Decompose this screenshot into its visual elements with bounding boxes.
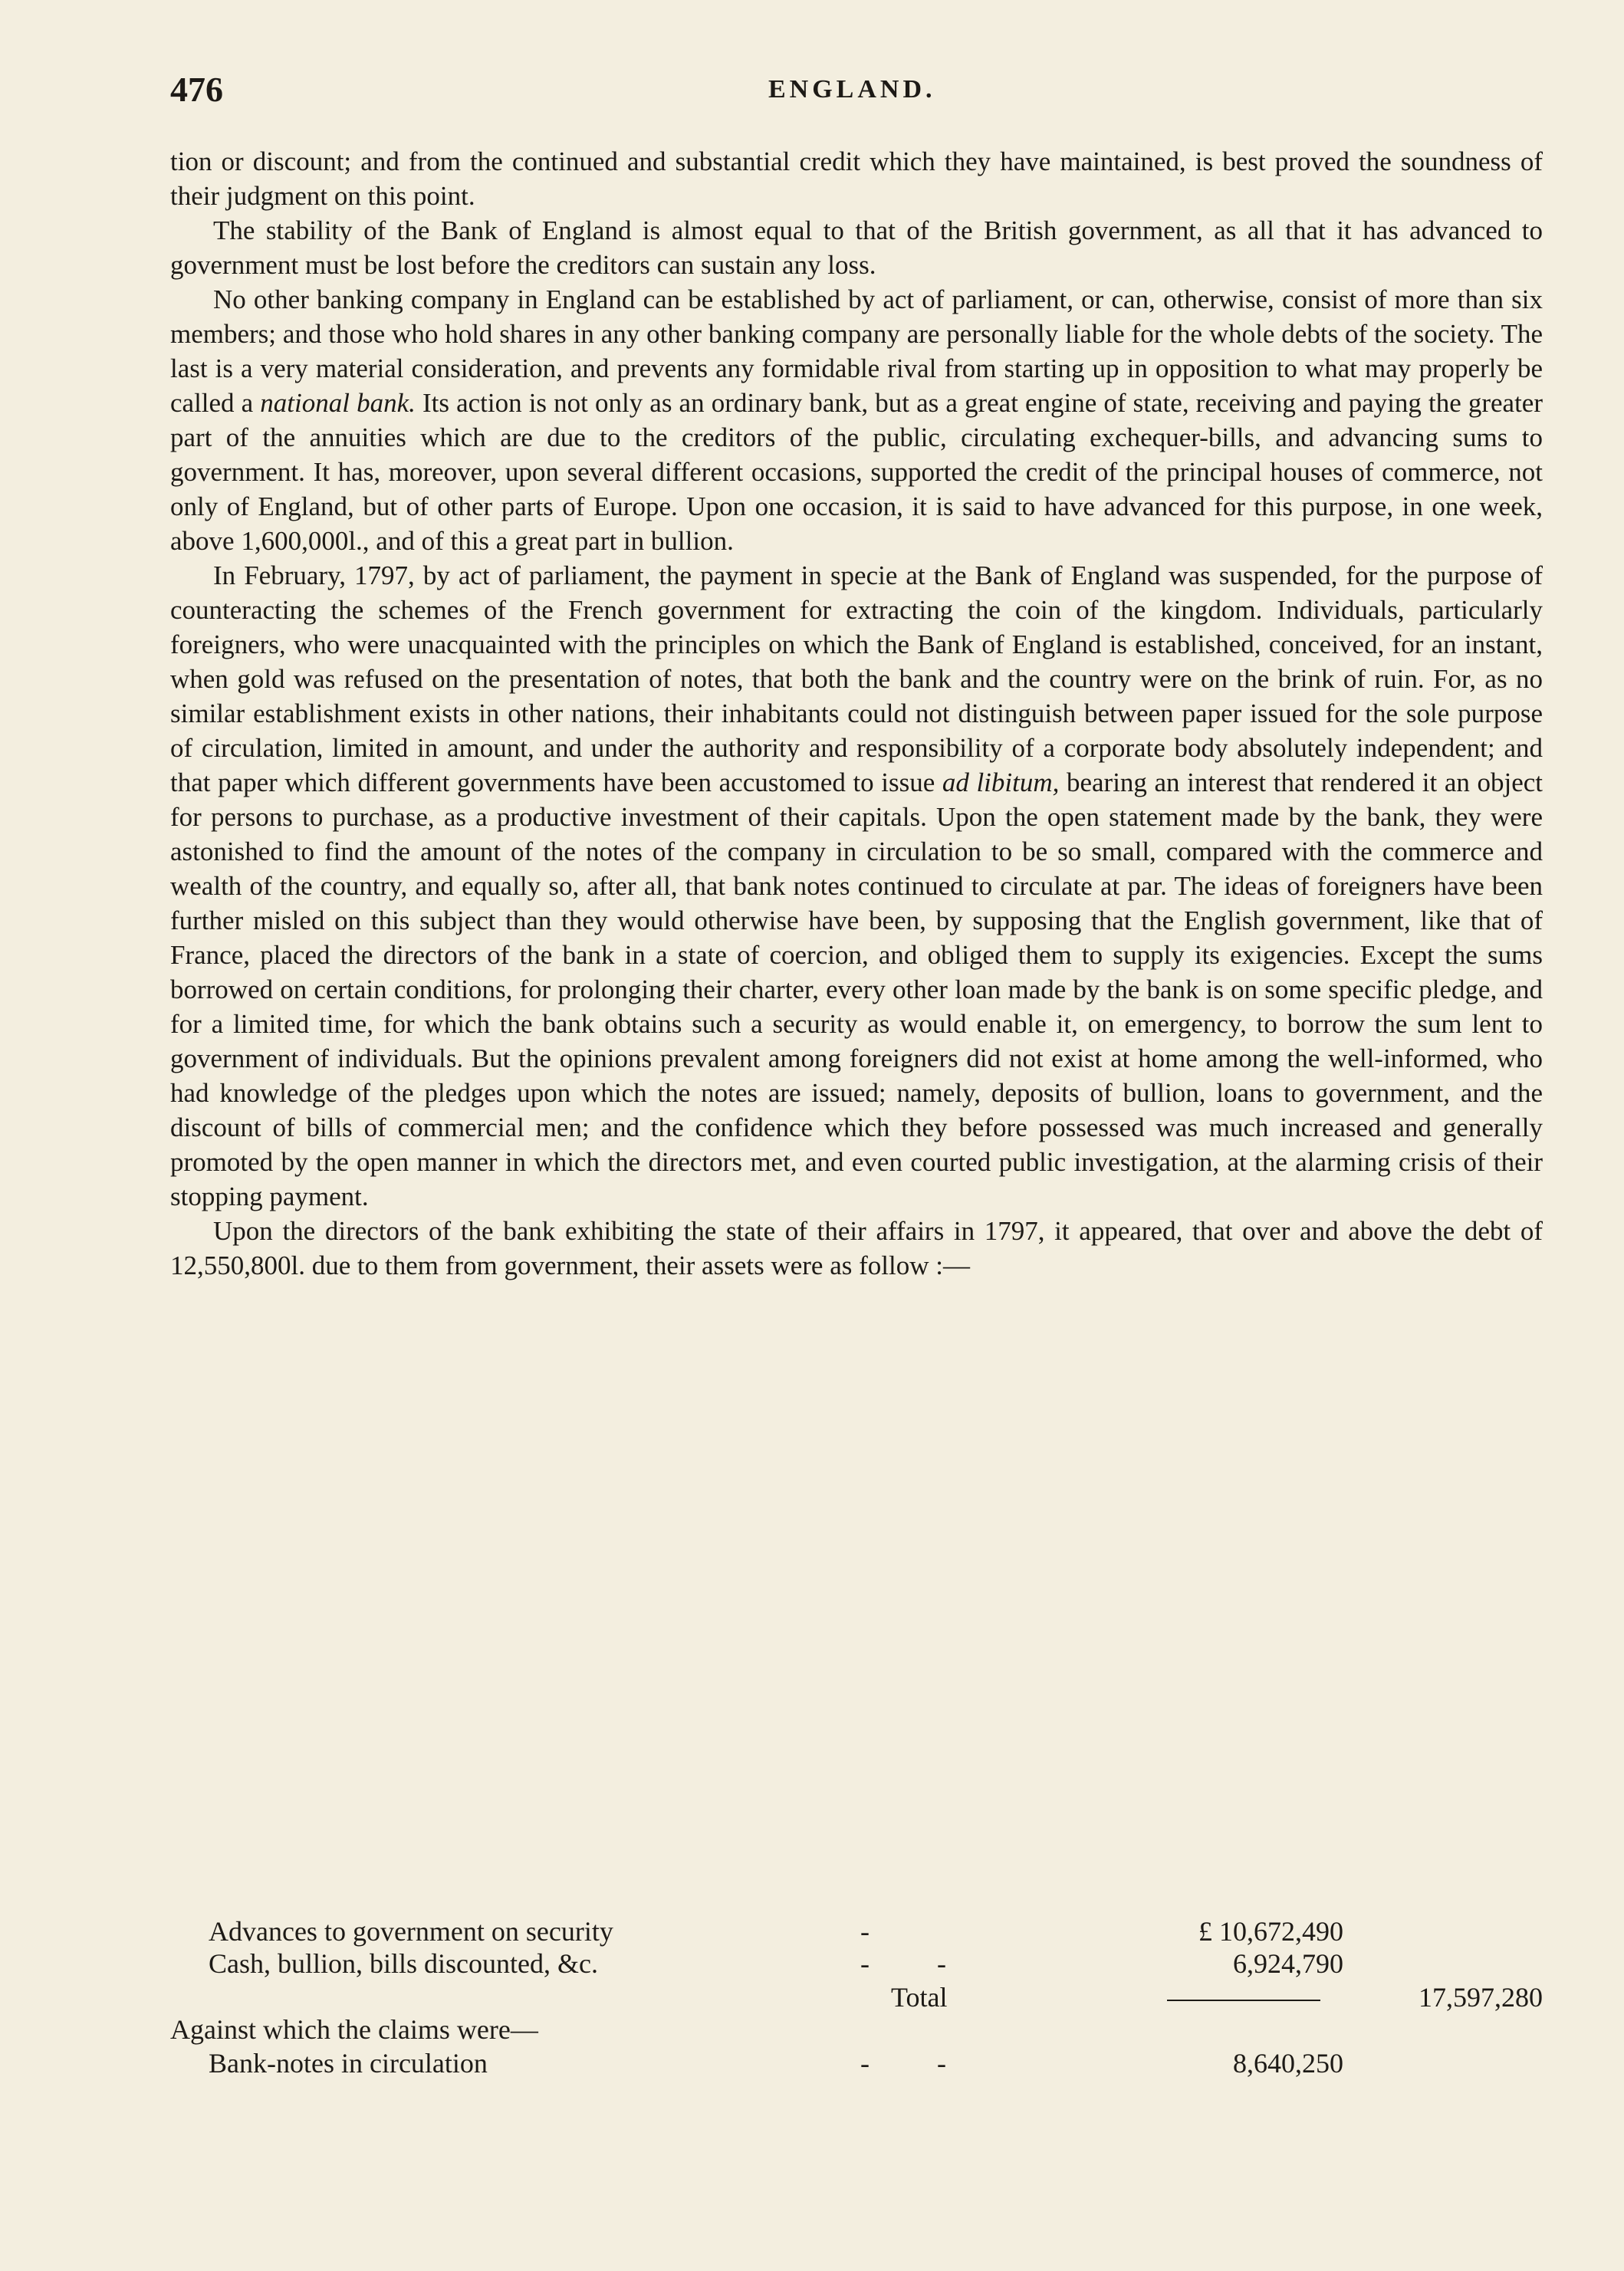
account-label: Cash, bullion, bills discounted, &c. — [209, 1948, 598, 1979]
paragraph-suspension-1797 — [170, 558, 1543, 1214]
leader-dash: - — [937, 1948, 946, 1979]
total-rule — [1167, 2000, 1320, 2001]
account-row-bank-notes — [170, 2047, 1543, 2082]
paragraph-text: bearing an interest that rendered it an object for persons to purchase, as a productive investment of their capitals. Upon the open statement made by the bank, they were astonished to find the amount of the notes of the company in circulation to be so small, compared with the commerce and wealth of the country, and equally so, after all, that bank notes continued to circulate at par. The ideas of foreigners have been further misled on this subject than they would otherwise have been, by supposing that the English government, like that of France, placed the directors of the bank in a state of coercion, and obliged them to supply its exigencies. Except the sums borrowed on certain conditions, for prolonging their charter, every other loan made by the bank is on some specific pledge, and for a limited time, for which the bank obtains such a security as would enable it, on emergency, to borrow the sum lent to government of individuals. But the opinions prevalent among foreigners did not exist at home among the well-informed, who had knowledge of the pledges upon which the notes are issued; namely, deposits of bullion, loans to government, and the discount of bills of commercial men; and the confidence which they before possessed was much increased and generally promoted by the open manner in which the directors met, and even courted public investigation, at the alarming crisis of their stopping payment. — [170, 767, 1543, 1211]
paragraph-text: tion or discount; and from the continued and substantial credit which they have maintained, is best proved the soundness of their judgment on this point. — [170, 146, 1543, 211]
account-label: Bank-notes in circulation — [209, 2048, 488, 2079]
running-title: ENGLAND. — [768, 75, 936, 104]
paragraph-discount — [170, 144, 1543, 213]
paragraph-stability — [170, 213, 1543, 282]
account-amount: 8,640,250 — [1233, 2048, 1343, 2079]
accounts-table — [170, 1915, 1543, 2099]
page-number: 476 — [170, 70, 223, 109]
leader-dash: - — [860, 1948, 870, 1979]
page-header — [170, 69, 1589, 123]
account-label: Advances to government on security — [209, 1916, 613, 1947]
account-row-claims-heading — [170, 2013, 1543, 2048]
account-amount: £ 10,672,490 — [1198, 1916, 1343, 1947]
account-row-cash — [170, 1947, 1543, 1982]
italic-phrase: national bank. — [260, 388, 416, 418]
paragraph-assets-intro — [170, 1214, 1543, 1283]
claims-label: Against which the claims were— — [170, 2014, 538, 2045]
paragraph-text: The stability of the Bank of England is almost equal to that of the British government, as all that it has advanced to government must be lost before the creditors can sustain any loss. — [170, 215, 1543, 280]
account-amount: 6,924,790 — [1233, 1948, 1343, 1979]
leader-dash: - — [937, 2048, 946, 2079]
total-amount: 17,597,280 — [1419, 1982, 1543, 2013]
account-row-advances — [170, 1915, 1543, 1950]
italic-phrase: ad libitum, — [942, 767, 1060, 797]
total-label: Total — [891, 1982, 948, 2013]
paragraph-banking-companies — [170, 282, 1543, 558]
body-text — [170, 144, 1543, 1283]
account-row-total — [170, 1981, 1543, 2016]
paragraph-text: No other banking company in England can be established by act of parliament, or can, otherwise, consist of more than six members; and those who hold shares in any other banking company are personally liable for the whole debts of the society. The last is a very material consideration, and prevents any formidable rival from starting up in opposition to what may properly be called a — [170, 284, 1543, 418]
leader-dash: - — [860, 1916, 870, 1947]
paragraph-text: Upon the directors of the bank exhibiting the state of their affairs in 1797, it appeared, that over and above the debt of 12,550,800l. due to them from government, their assets were as follow :— — [170, 1216, 1543, 1280]
leader-dash: - — [860, 2048, 870, 2079]
paragraph-text: In February, 1797, by act of parliament, the payment in specie at the Bank of England was suspended, for the purpose of counteracting the schemes of the French government for extracting the coin of the kingdom. Individuals, particularly foreigners, who were unacquainted with the principles on which the Bank of England is established, conceived, for an instant, when gold was refused on the presentation of notes, that both the bank and the country were on the brink of ruin. For, as no similar establishment exists in other nations, their inhabitants could not distinguish between paper issued for the sole purpose of circulation, limited in amount, and under the authority and responsibility of a corporate body absolutely independent; and that paper which different governments have been accustomed to issue — [170, 560, 1543, 797]
paragraph-text: Its action is not only as an ordinary bank, but as a great engine of state, receiving and paying the greater part of the annuities which are due to the creditors of the public, circulating exchequer-bills, and advancing sums to government. It has, moreover, upon several different occasions, supported the credit of the principal houses of commerce, not only of England, but of other parts of Europe. Upon one occasion, it is said to have advanced for this purpose, in one week, above 1,600,000l., and of this a great part in bullion. — [170, 388, 1543, 556]
